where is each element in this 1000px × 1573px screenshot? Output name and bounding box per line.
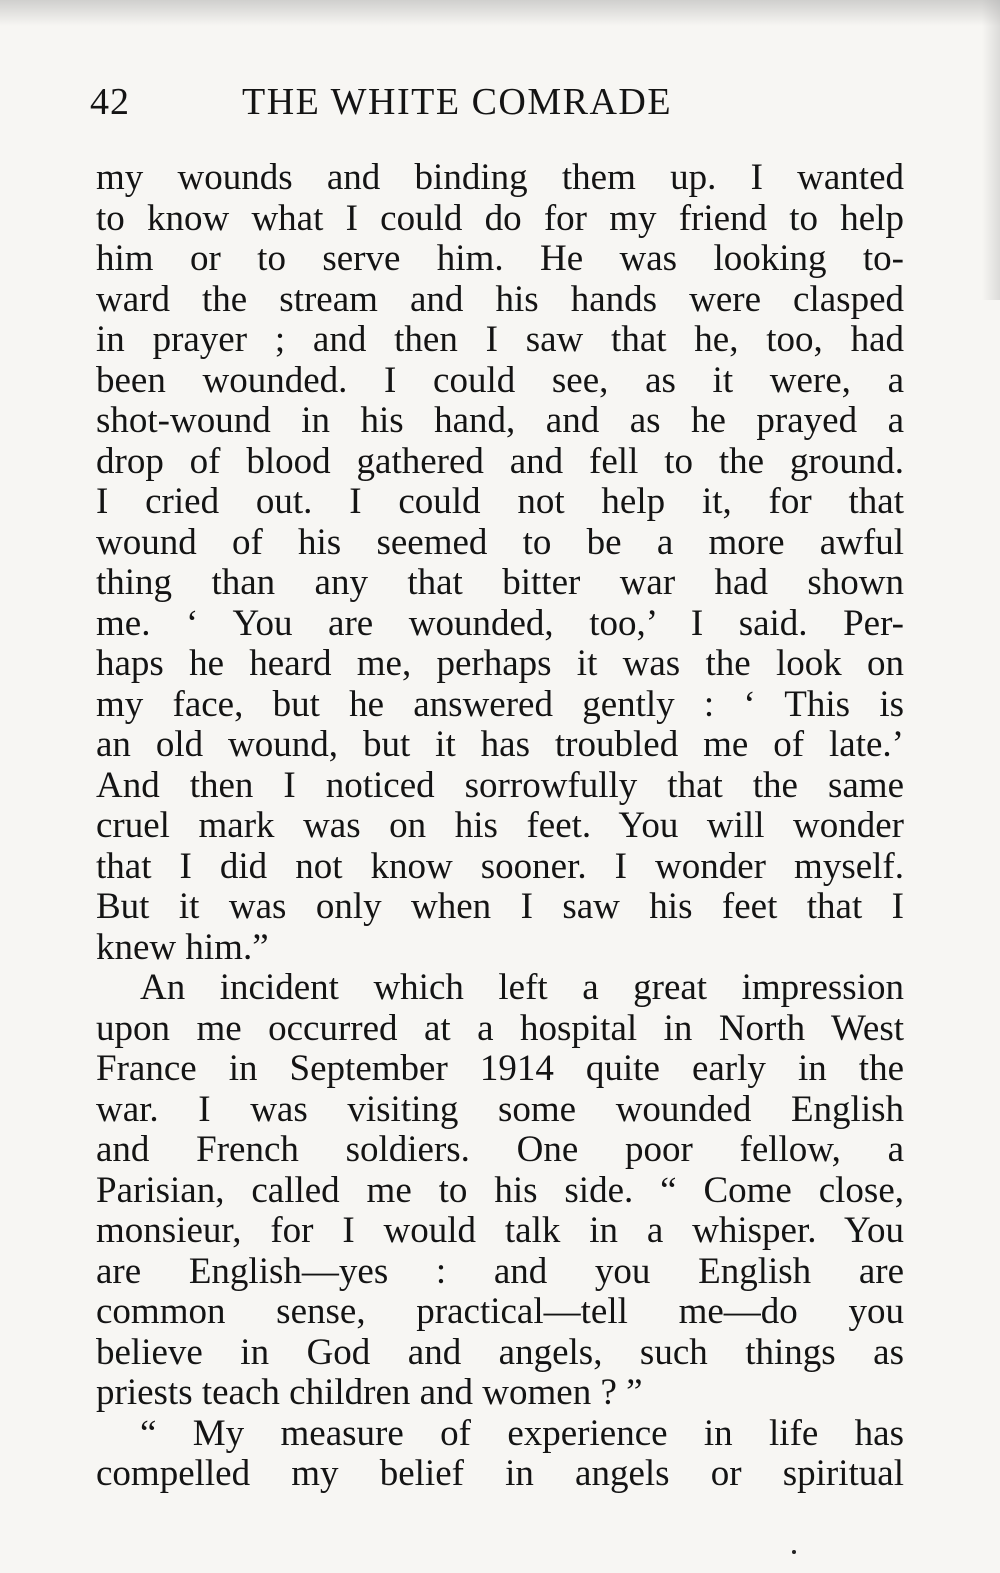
text-line: believe in God and angels, such things as	[96, 1331, 904, 1373]
text-line: an old wound, but it has troubled me of late.’	[96, 724, 904, 765]
text-line: cruel mark was on his feet. You will wonder	[96, 805, 904, 846]
text-line: wound of his seemed to be a more awful	[96, 521, 904, 563]
text-line: upon me occurred at a hospital in North West	[96, 1007, 904, 1049]
text-line: And then I noticed sorrowfully that the same	[96, 764, 904, 806]
text-line: compelled my belief in angels or spiritual	[96, 1453, 904, 1494]
text-line: ward the stream and his hands were clasped	[96, 278, 904, 320]
text-line: my face, but he answered gently : ‘ This is	[96, 683, 904, 725]
text-line: to know what I could do for my friend to help	[96, 197, 904, 239]
text-line: I cried out. I could not help it, for that	[96, 481, 904, 522]
text-line: are English—yes : and you English are	[96, 1250, 904, 1292]
text-line: But it was only when I saw his feet that I	[96, 886, 904, 927]
text-line: and French soldiers. One poor fellow, a	[96, 1129, 904, 1170]
text-line: drop of blood gathered and fell to the ground.	[96, 440, 904, 482]
text-line: priests teach children and women ? ”	[96, 1372, 643, 1413]
text-line: me. ‘ You are wounded, too,’ I said. Per-	[96, 602, 904, 644]
ink-speck	[792, 1550, 796, 1554]
text-line: “ My measure of experience in life has	[140, 1412, 904, 1454]
text-line: been wounded. I could see, as it were, a	[96, 359, 904, 401]
text-line: in prayer ; and then I saw that he, too, had	[96, 319, 904, 360]
body-text	[96, 158, 904, 1495]
text-line: common sense, practical—tell me—do you	[96, 1291, 904, 1332]
text-line: that I did not know sooner. I wonder myself.	[96, 845, 904, 887]
text-line: haps he heard me, perhaps it was the look on	[96, 643, 904, 684]
text-line: him or to serve him. He was looking to-	[96, 238, 904, 279]
text-line: Parisian, called me to his side. “ Come close,	[96, 1169, 904, 1211]
text-line: knew him.”	[96, 926, 269, 968]
text-line: my wounds and binding them up. I wanted	[96, 157, 904, 198]
scan-right-edge	[982, 0, 1000, 300]
text-line: France in September 1914 quite early in the	[96, 1048, 904, 1089]
text-line: thing than any that bitter war had shown	[96, 562, 904, 603]
running-title: THE WHITE COMRADE	[242, 81, 673, 123]
page-number: 42	[90, 81, 130, 123]
page-header	[90, 74, 810, 134]
text-line: shot-wound in his hand, and as he prayed a	[96, 400, 904, 441]
text-line: monsieur, for I would talk in a whisper. You	[96, 1210, 904, 1251]
scan-top-edge	[0, 0, 1000, 26]
text-line: war. I was visiting some wounded English	[96, 1088, 904, 1130]
text-line: An incident which left a great impression	[140, 967, 904, 1008]
